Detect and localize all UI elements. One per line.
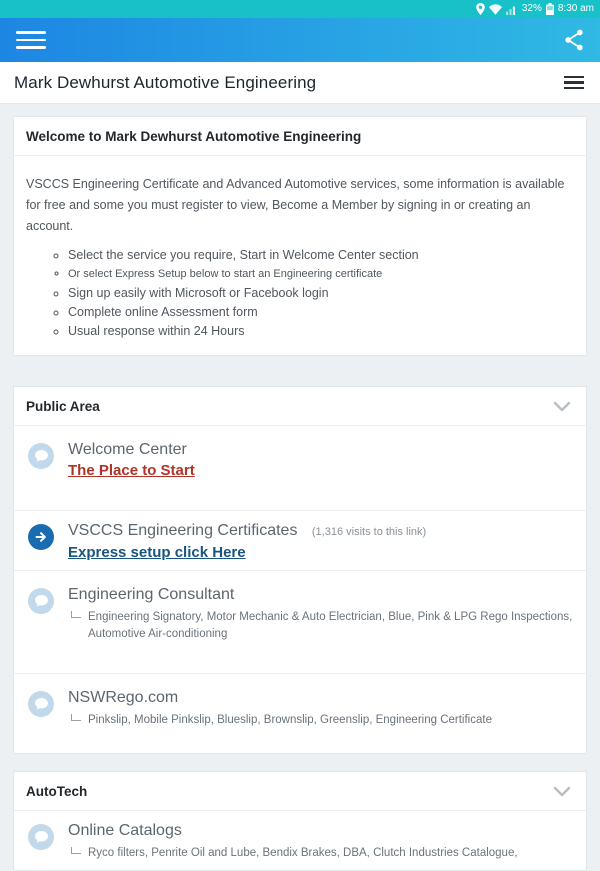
express-setup-link[interactable]: Express setup click Here [68, 544, 246, 561]
list-item-online-catalogs[interactable] [14, 811, 586, 870]
chevron-down-icon[interactable] [554, 787, 570, 797]
welcome-card-body [14, 156, 586, 355]
item-title: Welcome Center [68, 441, 187, 458]
chevron-down-icon[interactable] [554, 402, 570, 412]
list-item-welcome-center[interactable] [14, 426, 586, 511]
autotech-header[interactable] [14, 772, 586, 811]
section-title: Public Area [26, 399, 100, 414]
welcome-bullet-list [68, 246, 572, 341]
visit-count: (1,316 visits to this link) [311, 526, 427, 538]
location-icon [476, 3, 485, 15]
list-item-engineering-consultant[interactable] [14, 571, 586, 674]
welcome-card [13, 116, 587, 356]
drawer-menu-button[interactable] [16, 26, 46, 54]
bullet-item: ◦ Usual response within 24 Hours [68, 322, 572, 341]
battery-icon [546, 3, 554, 15]
welcome-card-header [14, 117, 586, 156]
welcome-card-title: Welcome to Mark Dewhurst Automotive Engineering [26, 129, 362, 144]
autotech-card [13, 771, 587, 871]
title-bar [0, 62, 600, 104]
chat-bubble-icon [28, 691, 54, 717]
clock: 8:30 am [557, 3, 594, 14]
item-title: Online Catalogs [68, 822, 182, 839]
status-bar [0, 0, 600, 18]
chat-bubble-icon [28, 443, 54, 469]
public-area-card [13, 386, 587, 754]
branch-corner-icon [71, 714, 81, 721]
branch-corner-icon [71, 611, 81, 618]
page-title: Mark Dewhurst Automotive Engineering [14, 72, 317, 92]
list-item-vsccs-certificates[interactable] [14, 511, 586, 571]
bullet-item: ◦ Sign up easily with Microsoft or Facebook login [68, 284, 572, 303]
item-subtopics: Ryco filters, Penrite Oil and Lube, Bendix Brakes, DBA, Clutch Industries Catalogue, [68, 845, 574, 862]
item-title: VSCCS Engineering Certificates [68, 522, 298, 539]
overflow-menu-button[interactable] [564, 73, 584, 93]
arrow-right-icon [28, 524, 54, 550]
item-subtopics: Pinkslip, Mobile Pinkslip, Blueslip, Brownslip, Greenslip, Engineering Certificate [68, 712, 574, 729]
chat-bubble-icon [28, 588, 54, 614]
public-area-header[interactable] [14, 387, 586, 426]
bullet-item: ◦ Select the service you require, Start in Welcome Center section [68, 246, 572, 265]
section-title: AutoTech [26, 784, 88, 799]
branch-corner-icon [71, 847, 81, 854]
content [0, 104, 600, 871]
share-icon[interactable] [564, 29, 584, 51]
welcome-center-link[interactable]: The Place to Start [68, 462, 195, 479]
battery-percent: 32% [521, 3, 542, 14]
signal-icon [506, 4, 518, 15]
item-subtopics: Engineering Signatory, Motor Mechanic & Auto Electrician, Blue, Pink & LPG Rego Inspections, Automotive Air-conditioning [68, 609, 574, 643]
welcome-intro-text: VSCCS Engineering Certificate and Advanced Automotive services, some information is available for free and some you must register to view, Become a Member by signing in or creating an account. [26, 177, 565, 233]
list-item-nswrego[interactable] [14, 674, 586, 753]
bullet-item: ◦ Or select Express Setup below to start an Engineering certificate [68, 265, 572, 284]
item-title: Engineering Consultant [68, 586, 235, 603]
app-bar [0, 18, 600, 62]
wifi-icon [489, 4, 502, 15]
bullet-item: ◦ Complete online Assessment form [68, 303, 572, 322]
chat-bubble-icon [28, 824, 54, 850]
item-title: NSWRego.com [68, 689, 179, 706]
